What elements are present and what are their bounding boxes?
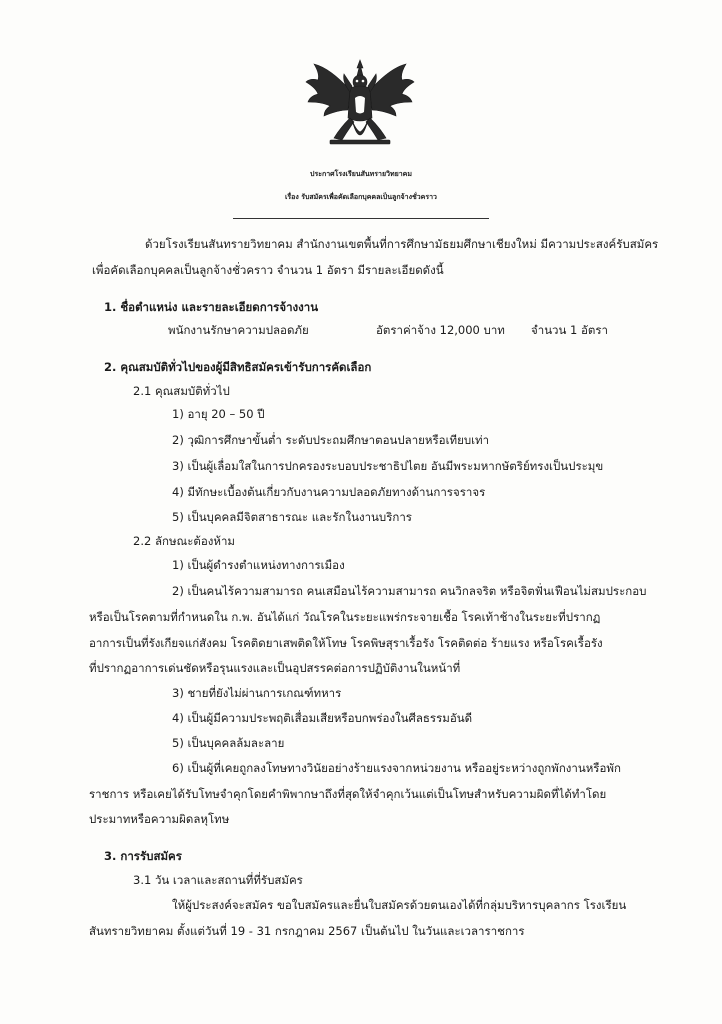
- position-count: จำนวน 1 อัตรา: [531, 323, 609, 337]
- prohibition-item: 4) เป็นผู้มีความประพฤติเสื่อมเสียหรือบกพร่องในศีลธรรมอันดี: [172, 711, 473, 725]
- application-line-2: สันทรายวิทยาคม ตั้งแต่วันที่ 19 - 31 กรกฎาคม 2567 เป็นต้นไป ในวันและเวลาราชการ: [89, 924, 525, 938]
- section-2-2-heading: 2.2 ลักษณะต้องห้าม: [133, 534, 235, 548]
- prohibition-item: 5) เป็นบุคคลล้มละลาย: [172, 736, 285, 750]
- qualification-item: 2) วุฒิการศึกษาขั้นต่ำ ระดับประถมศึกษาตอนปลายหรือเทียบเท่า: [172, 433, 490, 447]
- prohibition-item: 6) เป็นผู้ที่เคยถูกลงโทษทางวินัยอย่างร้ายแรงจากหน่วยงาน หรืออยู่ระหว่างถูกพักงานหรือพัก: [172, 761, 621, 775]
- prohibition-item-continued: ที่ปรากฏอาการเด่นชัดหรือรุนแรงและเป็นอุปสรรคต่อการปฏิบัติงานในหน้าที่: [89, 661, 461, 675]
- section-2-1-heading: 2.1 คุณสมบัติทั่วไป: [133, 384, 230, 398]
- prohibition-item: 3) ชายที่ยังไม่ผ่านการเกณฑ์ทหาร: [172, 686, 342, 700]
- intro-line-1: ด้วยโรงเรียนสันทรายวิทยาคม สำนักงานเขตพื้นที่การศึกษามัธยมศึกษาเชียงใหม่ มีความประสงค์รับสมัคร: [145, 237, 659, 251]
- position-name: พนักงานรักษาความปลอดภัย: [168, 323, 309, 337]
- qualification-item: 1) อายุ 20 – 50 ปี: [172, 407, 265, 421]
- title-divider: [233, 218, 489, 219]
- qualification-item: 4) มีทักษะเบื้องต้นเกี่ยวกับงานความปลอดภัยทางด้านการจราจร: [172, 485, 486, 499]
- garuda-emblem-icon: [300, 58, 420, 153]
- section-3-1-heading: 3.1 วัน เวลาและสถานที่ที่รับสมัคร: [133, 873, 303, 887]
- application-line-1: ให้ผู้ประสงค์จะสมัคร ขอใบสมัครและยื่นใบสมัครด้วยตนเองได้ที่กลุ่มบริหารบุคลากร โรงเรียน: [172, 898, 627, 912]
- section-1-heading: 1. ชื่อตำแหน่ง และรายละเอียดการจ้างงาน: [104, 300, 319, 314]
- document-subject: เรื่อง รับสมัครเพื่อคัดเลือกบุคคลเป็นลูกจ้างชั่วคราว: [285, 193, 437, 201]
- section-2-heading: 2. คุณสมบัติทั่วไปของผู้มีสิทธิสมัครเข้ารับการคัดเลือก: [104, 360, 372, 374]
- prohibition-item-continued: อาการเป็นที่รังเกียจแก่สังคม โรคติดยาเสพติดให้โทษ โรคพิษสุราเรื้อรัง โรคติดต่อ ร้ายแรง หรือโรคเรื้อรัง: [89, 636, 603, 650]
- intro-line-2: เพื่อคัดเลือกบุคคลเป็นลูกจ้างชั่วคราว จำนวน 1 อัตรา มีรายละเอียดดังนี้: [92, 263, 444, 277]
- document-title: ประกาศโรงเรียนสันทรายวิทยาคม: [310, 170, 412, 178]
- qualification-item: 5) เป็นบุคคลมีจิตสาธารณะ และรักในงานบริการ: [172, 510, 412, 524]
- prohibition-item-continued: หรือเป็นโรคตามที่กำหนดใน ก.พ. อันได้แก่ วัณโรคในระยะแพร่กระจายเชื้อ โรคเท้าช้างในระยะที่ปรากฏ: [89, 610, 601, 624]
- prohibition-item: 2) เป็นคนไร้ความสามารถ คนเสมือนไร้ความสามารถ คนวิกลจริต หรือจิตฟั่นเฟือนไม่สมประกอบ: [172, 584, 647, 598]
- prohibition-item-continued: ราชการ หรือเคยได้รับโทษจำคุกโดยคำพิพากษาถึงที่สุดให้จำคุกเว้นแต่เป็นโทษสำหรับความผิดที่ได้ทำโดย: [89, 787, 607, 801]
- prohibition-item: 1) เป็นผู้ดำรงตำแหน่งทางการเมือง: [172, 558, 345, 572]
- prohibition-item-continued: ประมาทหรือความผิดลหุโทษ: [89, 812, 230, 826]
- qualification-item: 3) เป็นผู้เลื่อมใสในการปกครองระบอบประชาธิปไตย อันมีพระมหากษัตริย์ทรงเป็นประมุข: [172, 459, 604, 473]
- position-salary: อัตราค่าจ้าง 12,000 บาท: [376, 323, 505, 337]
- section-3-heading: 3. การรับสมัคร: [104, 849, 182, 863]
